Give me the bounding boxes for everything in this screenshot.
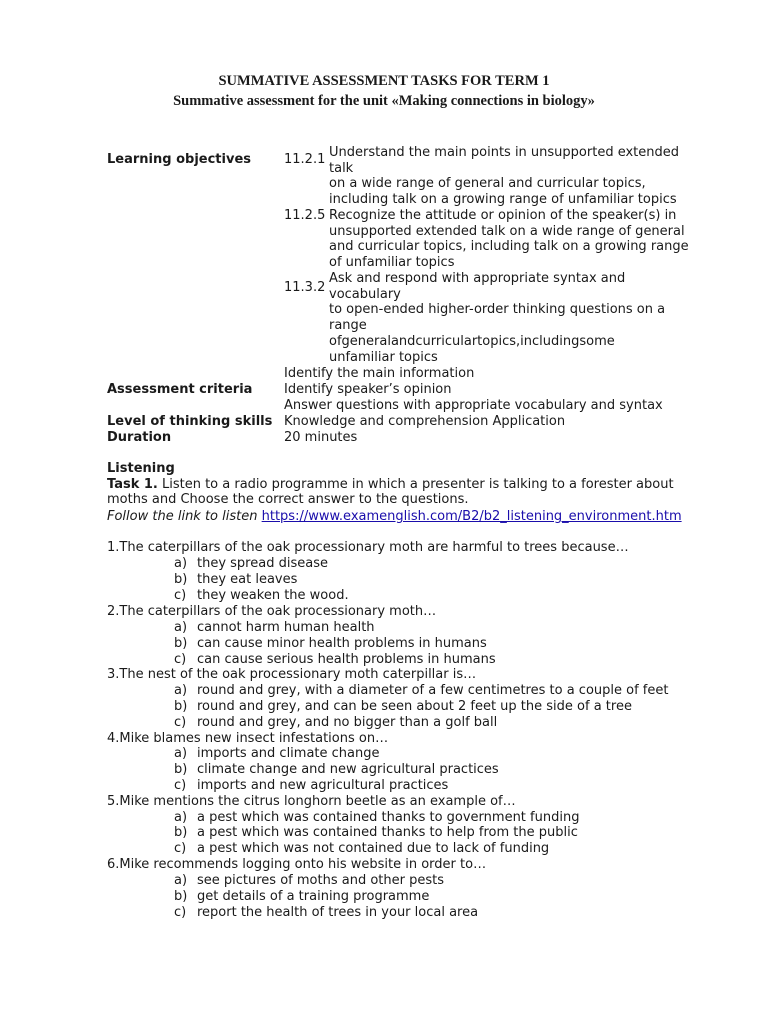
objective-line: Ask and respond with appropriate syntax and bbox=[329, 271, 626, 286]
listening-link[interactable]: https://www.examenglish.com/B2/b2_listening_environment.htm bbox=[261, 509, 682, 524]
objective-line: range bbox=[329, 318, 367, 334]
answer-option[interactable] bbox=[174, 762, 499, 778]
option-text: they spread disease bbox=[197, 556, 328, 571]
objective-line: on a wide range of general and curricular topics, bbox=[329, 176, 646, 192]
answer-option[interactable] bbox=[174, 746, 380, 762]
task-text-continued: moths and Choose the correct answer to the questions. bbox=[107, 492, 469, 507]
criteria-item: Identify the main information bbox=[284, 366, 475, 381]
objective-code: 11.3.2 bbox=[284, 280, 326, 295]
assessment-criteria-label: Assessment criteria bbox=[107, 382, 253, 397]
option-letter: c) bbox=[174, 652, 187, 667]
option-text: can cause minor health problems in humans bbox=[197, 636, 487, 651]
option-letter: b) bbox=[174, 572, 188, 587]
answer-option[interactable] bbox=[174, 652, 496, 668]
option-text: a pest which was not contained due to lack of funding bbox=[197, 841, 550, 856]
option-letter: a) bbox=[174, 556, 188, 571]
listening-heading: Listening bbox=[107, 461, 175, 476]
objective-text bbox=[329, 208, 719, 271]
option-text: they weaken the wood. bbox=[197, 588, 349, 603]
answer-option[interactable] bbox=[174, 636, 487, 652]
objective-line: unsupported extended talk on a wide range of general bbox=[329, 223, 685, 239]
objective-line: Recognize the attitude or opinion of the speaker(s) in bbox=[329, 208, 677, 223]
option-text: round and grey, and no bigger than a golf ball bbox=[197, 715, 498, 730]
duration-label: Duration bbox=[107, 430, 172, 445]
answer-option[interactable] bbox=[174, 825, 578, 841]
answer-option[interactable] bbox=[174, 715, 497, 731]
follow-link-line bbox=[107, 509, 682, 525]
answer-option[interactable] bbox=[174, 556, 328, 572]
duration-value: 20 minutes bbox=[284, 430, 358, 445]
criteria-item: Identify speaker’s opinion bbox=[284, 382, 452, 397]
option-letter: c) bbox=[174, 841, 187, 856]
option-letter: a) bbox=[174, 810, 188, 825]
follow-text: Follow the link to listen bbox=[107, 509, 258, 524]
answer-option[interactable] bbox=[174, 620, 375, 636]
question-text: 1.The caterpillars of the oak processionary moth are harmful to trees because… bbox=[107, 540, 629, 555]
learning-objectives-label: Learning objectives bbox=[107, 152, 251, 167]
objective-text bbox=[329, 145, 719, 208]
answer-option[interactable] bbox=[174, 588, 349, 604]
document-subtitle: Summative assessment for the unit «Making connections in biology» bbox=[173, 93, 595, 109]
document-title: SUMMATIVE ASSESSMENT TASKS FOR TERM 1 bbox=[218, 73, 550, 89]
option-letter: a) bbox=[174, 746, 188, 761]
objective-line: Understand the main points in unsupported extended bbox=[329, 145, 680, 160]
task-label: Task 1. bbox=[107, 477, 158, 492]
objective-line: and curricular topics, including talk on a growing range bbox=[329, 239, 689, 255]
task-instruction bbox=[107, 477, 674, 493]
answer-option[interactable] bbox=[174, 778, 448, 794]
option-text: cannot harm human health bbox=[197, 620, 375, 635]
option-letter: c) bbox=[174, 588, 187, 603]
objective-code: 11.2.1 bbox=[284, 152, 326, 167]
thinking-skills-label: Level of thinking skills bbox=[107, 414, 273, 429]
option-text: get details of a training programme bbox=[197, 889, 430, 904]
objective-line: talk bbox=[329, 160, 354, 176]
option-text: imports and climate change bbox=[197, 746, 380, 761]
answer-option[interactable] bbox=[174, 810, 579, 826]
task-text: Listen to a radio programme in which a presenter is talking to a forester about bbox=[157, 477, 674, 492]
option-letter: a) bbox=[174, 683, 188, 698]
answer-option[interactable] bbox=[174, 699, 632, 715]
option-letter: b) bbox=[174, 825, 188, 840]
option-letter: b) bbox=[174, 762, 188, 777]
answer-option[interactable] bbox=[174, 841, 549, 857]
question-text: 5.Mike mentions the citrus longhorn beetle as an example of… bbox=[107, 794, 516, 809]
thinking-skills-value: Knowledge and comprehension Application bbox=[284, 414, 566, 429]
option-text: they eat leaves bbox=[197, 572, 298, 587]
option-text: see pictures of moths and other pests bbox=[197, 873, 444, 888]
option-text: a pest which was contained thanks to help from the public bbox=[197, 825, 578, 840]
option-letter: c) bbox=[174, 715, 187, 730]
option-letter: b) bbox=[174, 889, 188, 904]
answer-option[interactable] bbox=[174, 889, 429, 905]
objective-line: to open-ended higher-order thinking questions on a bbox=[329, 302, 666, 318]
objective-line: of unfamiliar topics bbox=[329, 255, 455, 271]
answer-option[interactable] bbox=[174, 572, 297, 588]
option-text: report the health of trees in your local area bbox=[197, 905, 479, 920]
question-text: 2.The caterpillars of the oak processionary moth… bbox=[107, 604, 437, 619]
option-letter: b) bbox=[174, 699, 188, 714]
option-text: climate change and new agricultural practices bbox=[197, 762, 499, 777]
option-text: a pest which was contained thanks to government funding bbox=[197, 810, 580, 825]
question-text: 6.Mike recommends logging onto his website in order to… bbox=[107, 857, 487, 872]
objective-line: including talk on a growing range of unfamiliar topics bbox=[329, 192, 677, 208]
option-text: imports and new agricultural practices bbox=[197, 778, 449, 793]
option-text: can cause serious health problems in humans bbox=[197, 652, 496, 667]
option-text: round and grey, with a diameter of a few centimetres to a couple of feet bbox=[197, 683, 669, 698]
objective-line: unfamiliar topics bbox=[329, 349, 438, 365]
question-text: 4.Mike blames new insect infestations on… bbox=[107, 731, 389, 746]
objective-text bbox=[329, 271, 719, 365]
option-letter: a) bbox=[174, 873, 188, 888]
option-letter: c) bbox=[174, 905, 187, 920]
answer-option[interactable] bbox=[174, 873, 444, 889]
question-text: 3.The nest of the oak processionary moth caterpillar is… bbox=[107, 667, 477, 682]
criteria-item: Answer questions with appropriate vocabulary and syntax bbox=[284, 398, 663, 413]
option-text: round and grey, and can be seen about 2 feet up the side of a tree bbox=[197, 699, 632, 714]
objective-code: 11.2.5 bbox=[284, 208, 326, 223]
option-letter: c) bbox=[174, 778, 187, 793]
objective-line: vocabulary bbox=[329, 286, 401, 302]
answer-option[interactable] bbox=[174, 683, 668, 699]
objective-line: ofgeneralandcurriculartopics,includingsome bbox=[329, 333, 615, 349]
option-letter: a) bbox=[174, 620, 188, 635]
option-letter: b) bbox=[174, 636, 188, 651]
answer-option[interactable] bbox=[174, 905, 478, 921]
